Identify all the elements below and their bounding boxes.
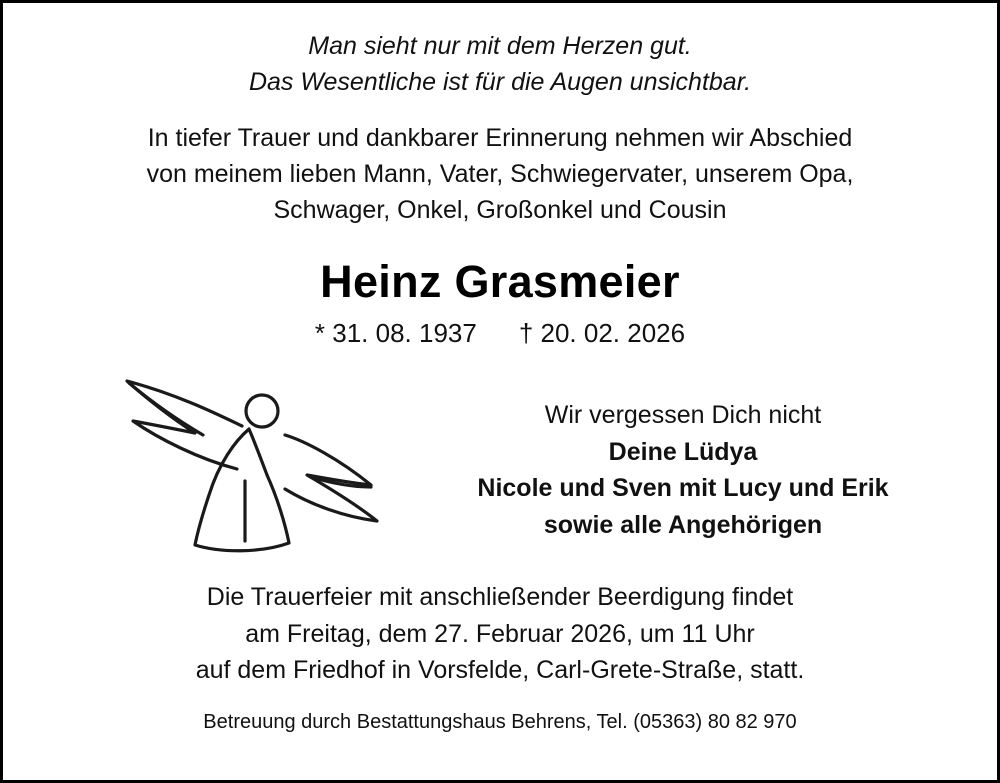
obituary-content (3, 3, 997, 780)
service-line: auf dem Friedhof in Vorsfelde, Carl-Grete-Straße, statt. (195, 656, 805, 684)
service-details (33, 579, 967, 689)
angel-icon (99, 363, 399, 563)
farewell-line: Deine Lüdya (608, 437, 758, 466)
service-line: am Freitag, dem 27. Februar 2026, um 11 Uhr (245, 619, 755, 648)
intro-line: Schwager, Onkel, Großonkel und Cousin (273, 196, 727, 224)
deceased-name: Heinz Grasmeier (320, 256, 680, 307)
birth-date: * 31. 08. 1937 (314, 318, 477, 348)
quote-block (53, 29, 948, 100)
farewell-line: sowie alle Angehörigen (543, 510, 823, 539)
farewell-line: Nicole und Sven mit Lucy und Erik (477, 474, 889, 502)
quote-line: Das Wesentliche ist für die Augen unsichtbar. (248, 67, 752, 96)
intro-block (33, 120, 967, 228)
intro-line: von meinem lieben Mann, Vater, Schwiegervater, unserem Opa, (146, 160, 854, 188)
middle-section (3, 363, 997, 573)
funeral-home-note: Betreuung durch Bestattungshaus Behrens, Tel. (05363) 80 82 970 (203, 710, 797, 733)
intro-line: In tiefer Trauer und dankbarer Erinnerung nehmen wir Abschied (147, 124, 853, 152)
quote-line: Man sieht nur mit dem Herzen gut. (308, 32, 692, 60)
life-dates (315, 318, 685, 349)
death-date: † 20. 02. 2026 (518, 318, 686, 348)
farewell-line: Wir vergessen Dich nicht (544, 401, 822, 429)
farewell-block (423, 397, 943, 543)
service-line: Die Trauerfeier mit anschließender Beerdigung findet (206, 583, 794, 611)
